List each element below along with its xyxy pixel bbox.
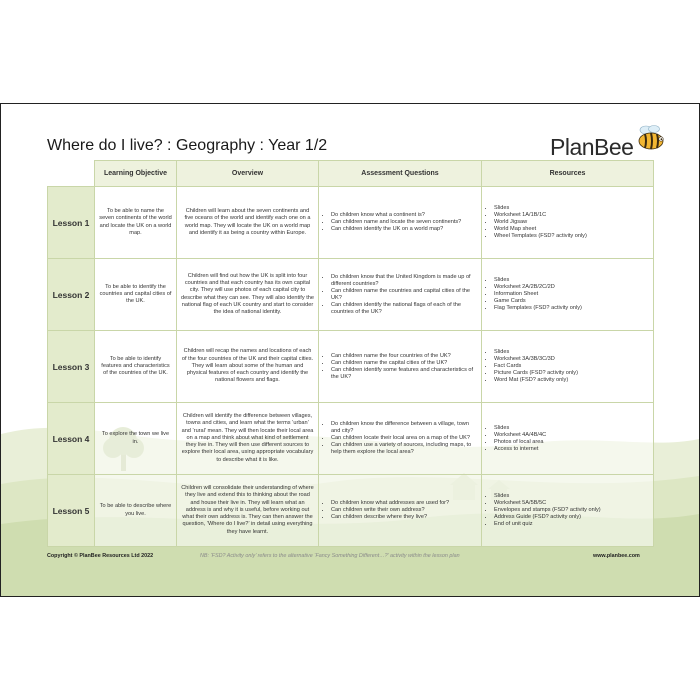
table-header-row [48,161,654,187]
list-item: • Can children use a variety of sources, including maps, to help them explore the local area? [331,442,477,456]
learning-objective: To be able to identify features and characteristics of the countries of the UK. [95,331,177,403]
table-row [48,259,654,331]
overview: Children will find out how the UK is split into four countries and that each country has its own capital city. They will use photos of each capital city to describe what they can see. They will also identify the national flag of each UK country and start to consider the idea of national identity. [177,259,319,331]
list-item: • Worksheet 2A/2B/2C/2D [494,284,649,291]
page-title: Where do I live? : Geography : Year 1/2 [47,137,328,154]
list-item: • Information Sheet [494,291,649,298]
learning-objective: To be able to describe where you live. [95,475,177,547]
lesson-table [47,160,654,547]
header-overview: Overview [177,161,319,187]
assessment-questions [319,259,482,331]
lesson-label: Lesson 1 [48,187,95,259]
list-item: • Slides [494,349,649,356]
table-row [48,331,654,403]
learning-objective: To be able to name the seven continents of the world and locate the UK on a world map. [95,187,177,259]
lesson-label: Lesson 3 [48,331,95,403]
list-item: • Can children identify the UK on a world map? [331,226,477,233]
list-item: • Address Guide (FSD? activity only) [494,514,649,521]
resources [482,259,654,331]
list-item: • Slides [494,493,649,500]
list-item: • Access to internet [494,446,649,453]
assessment-questions [319,475,482,547]
list-item: • Worksheet 1A/1B/1C [494,212,649,219]
list-item: • Can children name and locate the seven continents? [331,219,477,226]
learning-objective: To be able to identify the countries and capital cities of the UK. [95,259,177,331]
list-item: • Can children name the countries and capital cities of the UK? [331,288,477,302]
list-item: • Worksheet 4A/4B/4C [494,432,649,439]
assessment-questions [319,331,482,403]
resources [482,403,654,475]
list-item: • Flag Templates (FSD? activity only) [494,305,649,312]
learning-objective: To explore the town we live in. [95,403,177,475]
header-corner [48,161,95,187]
resources [482,475,654,547]
list-item: • Can children identify the national flags of each of the countries of the UK? [331,302,477,316]
list-item: • World Jigsaw [494,219,649,226]
planbee-logo [550,134,668,161]
list-item: • Slides [494,425,649,432]
list-item: • Fact Cards [494,363,649,370]
list-item: • Can children name the four countries of the UK? [331,353,477,360]
list-item: • World Map sheet [494,226,649,233]
lesson-label: Lesson 4 [48,403,95,475]
lesson-plan-sheet [0,103,700,597]
list-item: • Worksheet 3A/3B/3C/3D [494,356,649,363]
list-item: • Can children locate their local area on a map of the UK? [331,435,477,442]
header-learning-objective: Learning Objective [95,161,177,187]
list-item: • Envelopes and stamps (FSD? activity only) [494,507,649,514]
logo-text: PlanBee [550,134,634,160]
lesson-label: Lesson 5 [48,475,95,547]
table-row [48,403,654,475]
list-item: • Picture Cards (FSD? activity only) [494,370,649,377]
lesson-label: Lesson 2 [48,259,95,331]
list-item: • Wheel Templates (FSD? activity only) [494,233,649,240]
fsd-note: NB: ‘FSD? Activity only’ refers to the alternative ‘Fancy Something Different…?’ activity within the lesson plan [200,553,460,559]
list-item: • Do children know what a continent is? [331,212,477,219]
website-link[interactable]: www.planbee.com [593,553,640,559]
table-row [48,187,654,259]
resources [482,331,654,403]
assessment-questions [319,187,482,259]
header-assessment-questions: Assessment Questions [319,161,482,187]
list-item: • Do children know the difference between a village, town and city? [331,421,477,435]
list-item: • Do children know what addresses are used for? [331,500,477,507]
list-item: • End of unit quiz [494,521,649,528]
assessment-questions [319,403,482,475]
copyright-text: Copyright © PlanBee Resources Ltd 2022 [47,553,154,559]
list-item: • Do children know that the United Kingdom is made up of different countries? [331,274,477,288]
overview: Children will recap the names and locations of each of the four countries of the UK and their capital cities. They will learn about some of the human and physical features of each country and identify the national flowers and flags. [177,331,319,403]
list-item: • Can children identify some features and characteristics of the UK? [331,367,477,381]
resources [482,187,654,259]
overview: Children will identify the difference between villages, towns and cities, and learn what the terms ‘urban’ and ‘rural’ mean. They will then locate their local area on a map and think about what kind of settlement they live in. They will then use different sources to explore their local area, using appropriate vocabulary to describe what it is like. [177,403,319,475]
list-item: • Can children write their own address? [331,507,477,514]
list-item: • Slides [494,277,649,284]
list-item: • Worksheet 5A/5B/5C [494,500,649,507]
list-item: • Game Cards [494,298,649,305]
list-item: • Word Mat (FSD? activity only) [494,377,649,384]
list-item: • Can children describe where they live? [331,514,477,521]
overview: Children will consolidate their understanding of where they live and extend this to thinking about the road and house their live in. They will learn what an address is and why it is useful, before working out what their own address is. They can then answer the question, ‘Where do I live?’ in detail using everything they have learnt. [177,475,319,547]
header-resources: Resources [482,161,654,187]
bee-icon [634,124,668,154]
list-item: • Slides [494,205,649,212]
list-item: • Can children name the capital cities of the UK? [331,360,477,367]
list-item: • Photos of local area [494,439,649,446]
table-row [48,475,654,547]
overview: Children will learn about the seven continents and five oceans of the world and identify each one on a world map. They will locate the UK on a world map and identify it as being a country within Europe. [177,187,319,259]
